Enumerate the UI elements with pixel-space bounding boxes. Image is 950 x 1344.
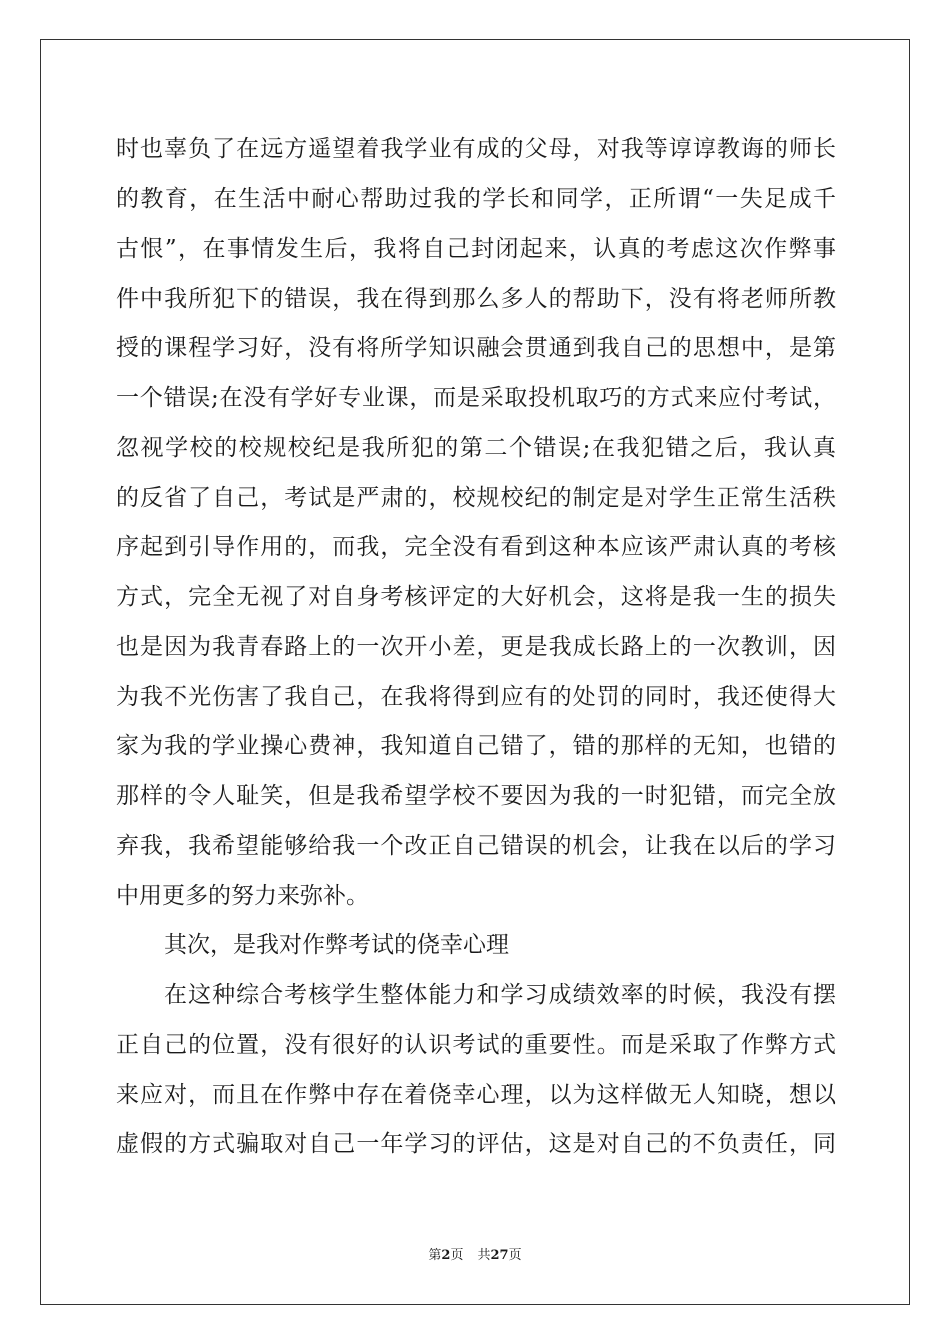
text-line: 中用更多的努力来弥补。 [116, 883, 369, 909]
page-total: 27 [490, 1248, 509, 1263]
page-current: 2 [441, 1248, 451, 1263]
text-line: 授的课程学习好，没有将所学知识融会贯通到我自己的思想中，是第 [116, 335, 836, 361]
text-line: 方式，完全无视了对自身考核评定的大好机会，这将是我一生的损失 [116, 584, 836, 610]
text-line: 为我不光伤害了我自己，在我将得到应有的处罚的同时，我还使得大 [116, 684, 836, 710]
text-line: 弃我，我希望能够给我一个改正自己错误的机会，让我在以后的学习 [116, 833, 836, 859]
text-line: 的反省了自己，考试是严肃的，校规校纪的制定是对学生正常生活秩 [116, 485, 836, 511]
text-line: 家为我的学业操心费神，我知道自己错了，错的那样的无知，也错的 [116, 733, 836, 759]
text-line: 在这种综合考核学生整体能力和学习成绩效率的时候，我没有摆 [164, 982, 836, 1008]
text-line: 来应对，而且在作弊中存在着侥幸心理，以为这样做无人知晓，想以 [116, 1082, 836, 1108]
section-heading: 其次，是我对作弊考试的侥幸心理 [164, 932, 509, 958]
text-line: 一个错误;在没有学好专业课，而是采取投机取巧的方式来应付考试， [116, 385, 836, 411]
text-line: 也是因为我青春路上的一次开小差，更是我成长路上的一次教训，因 [116, 634, 836, 660]
text-line: 的教育，在生活中耐心帮助过我的学长和同学，正所谓“一失足成千 [116, 186, 836, 212]
text-line: 正自己的位置，没有很好的认识考试的重要性。而是采取了作弊方式 [116, 1032, 836, 1058]
text-line: 忽视学校的校规校纪是我所犯的第二个错误;在我犯错之后，我认真 [116, 435, 836, 461]
page-footer [0, 1247, 950, 1265]
total-unit: 页 [508, 1248, 522, 1263]
text-line: 时也辜负了在远方遥望着我学业有成的父母，对我等谆谆教诲的师长 [116, 136, 836, 162]
page-prefix: 第 [428, 1248, 442, 1263]
page-frame [40, 39, 910, 1305]
text-line: 那样的令人耻笑，但是我希望学校不要因为我的一时犯错，而完全放 [116, 783, 836, 809]
page-unit: 页 [450, 1248, 464, 1263]
total-prefix: 共 [477, 1248, 491, 1263]
text-line: 序起到引导作用的，而我，完全没有看到这种本应该严肃认真的考核 [116, 534, 836, 560]
text-line: 虚假的方式骗取对自己一年学习的评估，这是对自己的不负责任，同 [116, 1131, 836, 1157]
text-line: 件中我所犯下的错误，我在得到那么多人的帮助下，没有将老师所教 [116, 286, 836, 312]
text-line: 古恨”，在事情发生后，我将自己封闭起来，认真的考虑这次作弊事 [116, 236, 836, 262]
